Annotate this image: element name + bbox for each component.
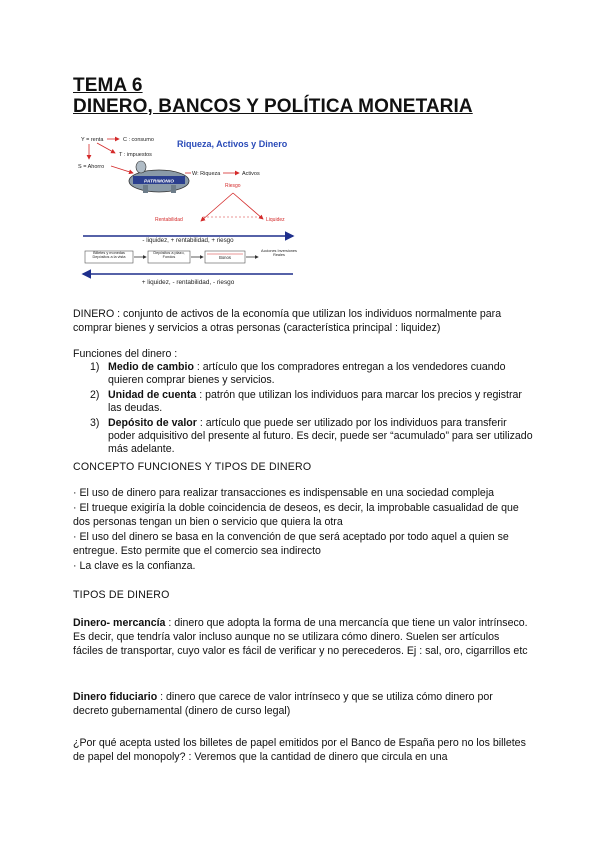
diagram-heading: Riqueza, Activos y Dinero [177,139,288,149]
rentabilidad-label: Rentabilidad [155,217,183,223]
list-item: 1) Medio de cambio : artículo que los compradores entregan a los vendedores cuando quieren comprar bienes y servicios. [90,361,506,386]
patrimonio-label: PATRIMONIO [144,179,174,185]
y-renta-label: Y = renta [81,137,104,143]
bullet-item: · El uso de dinero para realizar transacciones es indispensable en una sociedad compleja [73,487,495,499]
funciones-title: Funciones del dinero : [73,348,178,360]
dinero-definition-text: conjunto de activos de la economía que utilizan los individuos normalmente para comprar bienes y servicios a otras personas (característica principal : liquidez) [73,308,502,335]
bullet-item: · El uso del dinero se basa en la convención de que será aceptado por todo aquel a quien se entregue. Esto permite que el comercio sea indirecto [73,531,509,558]
wealth-assets-money-diagram [73,125,303,293]
riesgo-label: Riesgo [225,183,241,189]
box-depositos: Depósitos a plazo, Fondos [153,250,185,259]
list-item: 3) Depósito de valor : artículo que puede ser utilizado por los individuos para transferir poder adquisitivo del presente al futuro. Es decir, puede ser “acumulado” para ser utilizado más adelante. [90,417,533,455]
box-bonos: Bonos [219,255,231,260]
title-line-2: DINERO, BANCOS Y POLÍTICA MONETARIA [73,96,473,117]
box-billetes: Billetes y monedas Depósitos a la vista [92,250,126,259]
liquidez-label: Liquidez [266,217,285,223]
dinero-term: DINERO : [73,308,121,320]
w-riqueza-label: W: Riqueza [192,171,221,177]
box-acciones: Acciones Inversiones Reales [261,249,297,258]
fiduciario-paragraph: Dinero fiduciario : dinero que carece de valor intrínseco y que se utiliza cómo dinero por decreto gubernamental (dinero de curso legal) [73,691,493,718]
s-ahorro-label: S = Ahorro [78,164,105,170]
piggy-bank-icon [129,161,189,193]
bullet-item: · La clave es la confianza. [73,560,196,572]
question-paragraph: ¿Por qué acepta usted los billetes de papel emitidos por el Banco de España pero no los billetes de papel del monopoly? : Veremos que la cantidad de dinero que circula en una [73,737,526,764]
title-line-1: TEMA 6 [73,75,143,96]
funciones-list [90,361,535,458]
c-consumo-label: C : consumo [123,137,154,143]
mercancia-paragraph: Dinero- mercancía : dinero que adopta la forma de una mercancía que tiene un valor intrínseco. Es decir, que tendría valor incluso aunque no se utilizara cómo dinero. Suelen ser artículos fáciles de transportar, cuyo valor es fácil de verificar y no perecederos. Ej : sal, oro, cigarrillos etc [73,617,528,658]
section-concepto-heading: CONCEPTO FUNCIONES Y TIPOS DE DINERO [73,461,312,473]
section-tipos-heading: TIPOS DE DINERO [73,589,170,601]
t-impuestos-label: T : impuestos [119,152,152,158]
bullet-item: · El trueque exigiría la doble coincidencia de deseos, es decir, la improbable casualidad de que dos personas tengan un bien o servicio que quiera la otra [73,502,519,529]
bar-bottom-label: + liquidez, - rentabilidad, - riesgo [141,279,235,286]
dinero-definition [73,307,528,335]
activos-label: Activos [242,171,260,177]
list-item: 2) Unidad de cuenta : patrón que utilizan los individuos para marcar los precios y registrar las deudas. [90,389,522,414]
bar-top-label: - liquidez, + rentabilidad, + riesgo [142,237,234,244]
